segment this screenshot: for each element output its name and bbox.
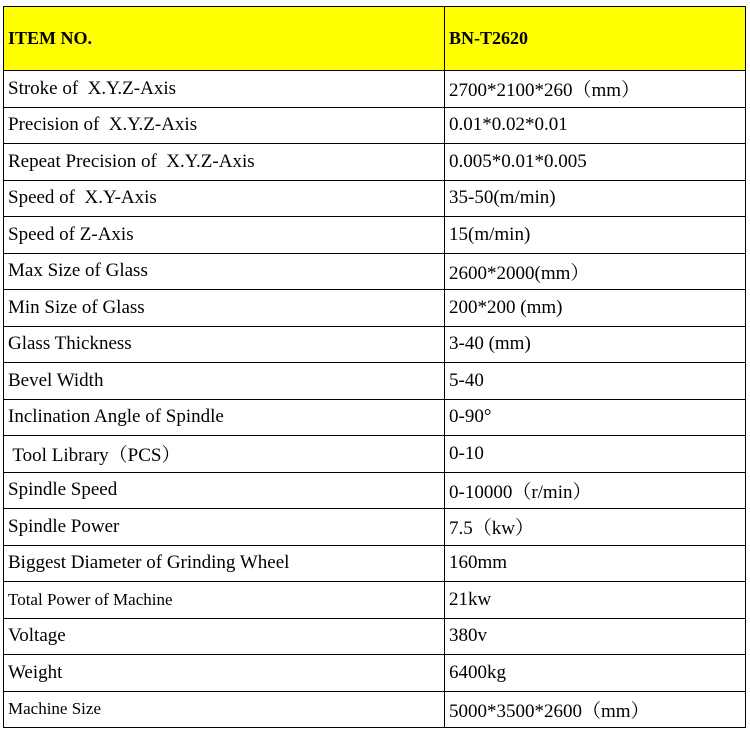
spec-value: 160mm bbox=[445, 545, 746, 582]
spec-label: Biggest Diameter of Grinding Wheel bbox=[4, 545, 445, 582]
spec-value: 0-10 bbox=[445, 436, 746, 473]
table-row bbox=[4, 253, 746, 290]
spec-label: Machine Size bbox=[4, 691, 445, 728]
table-header-row bbox=[4, 7, 746, 71]
table-row bbox=[4, 144, 746, 181]
table-row bbox=[4, 363, 746, 400]
spec-label: Max Size of Glass bbox=[4, 253, 445, 290]
spec-value: 0-10000（r/min） bbox=[445, 472, 746, 509]
spec-value: 200*200 (mm) bbox=[445, 290, 746, 327]
table-row bbox=[4, 399, 746, 436]
table-row bbox=[4, 582, 746, 619]
spec-label: Speed of Z-Axis bbox=[4, 217, 445, 254]
spec-value: 380v bbox=[445, 618, 746, 655]
table-row bbox=[4, 436, 746, 473]
spec-label: Glass Thickness bbox=[4, 326, 445, 363]
spec-value: 0-90° bbox=[445, 399, 746, 436]
spec-label: Tool Library（PCS） bbox=[4, 436, 445, 473]
spec-table-body bbox=[4, 7, 746, 728]
spec-label: Voltage bbox=[4, 618, 445, 655]
spec-label: Spindle Power bbox=[4, 509, 445, 546]
spec-table bbox=[3, 6, 746, 728]
header-item-label: ITEM NO. bbox=[4, 7, 445, 71]
table-row bbox=[4, 618, 746, 655]
table-row bbox=[4, 107, 746, 144]
spec-value: 15(m/min) bbox=[445, 217, 746, 254]
table-row bbox=[4, 472, 746, 509]
table-row bbox=[4, 326, 746, 363]
spec-value: 7.5（kw） bbox=[445, 509, 746, 546]
spec-label: Precision of X.Y.Z-Axis bbox=[4, 107, 445, 144]
spec-value: 35-50(m/min) bbox=[445, 180, 746, 217]
spec-value: 3-40 (mm) bbox=[445, 326, 746, 363]
spec-label: Spindle Speed bbox=[4, 472, 445, 509]
spec-value: 5000*3500*2600（mm） bbox=[445, 691, 746, 728]
spec-label: Weight bbox=[4, 655, 445, 692]
table-row bbox=[4, 509, 746, 546]
table-row bbox=[4, 691, 746, 728]
table-row bbox=[4, 217, 746, 254]
spec-label: Total Power of Machine bbox=[4, 582, 445, 619]
table-row bbox=[4, 180, 746, 217]
spec-value: 6400kg bbox=[445, 655, 746, 692]
spec-value: 21kw bbox=[445, 582, 746, 619]
spec-label: Min Size of Glass bbox=[4, 290, 445, 327]
table-row bbox=[4, 290, 746, 327]
spec-value: 0.01*0.02*0.01 bbox=[445, 107, 746, 144]
header-model-value: BN-T2620 bbox=[445, 7, 746, 71]
spec-label: Bevel Width bbox=[4, 363, 445, 400]
spec-label: Repeat Precision of X.Y.Z-Axis bbox=[4, 144, 445, 181]
table-row bbox=[4, 71, 746, 108]
spec-value: 2600*2000(mm） bbox=[445, 253, 746, 290]
spec-label: Speed of X.Y-Axis bbox=[4, 180, 445, 217]
table-row bbox=[4, 545, 746, 582]
spec-value: 5-40 bbox=[445, 363, 746, 400]
table-row bbox=[4, 655, 746, 692]
spec-label: Inclination Angle of Spindle bbox=[4, 399, 445, 436]
spec-label: Stroke of X.Y.Z-Axis bbox=[4, 71, 445, 108]
spec-value: 0.005*0.01*0.005 bbox=[445, 144, 746, 181]
spec-value: 2700*2100*260（mm） bbox=[445, 71, 746, 108]
